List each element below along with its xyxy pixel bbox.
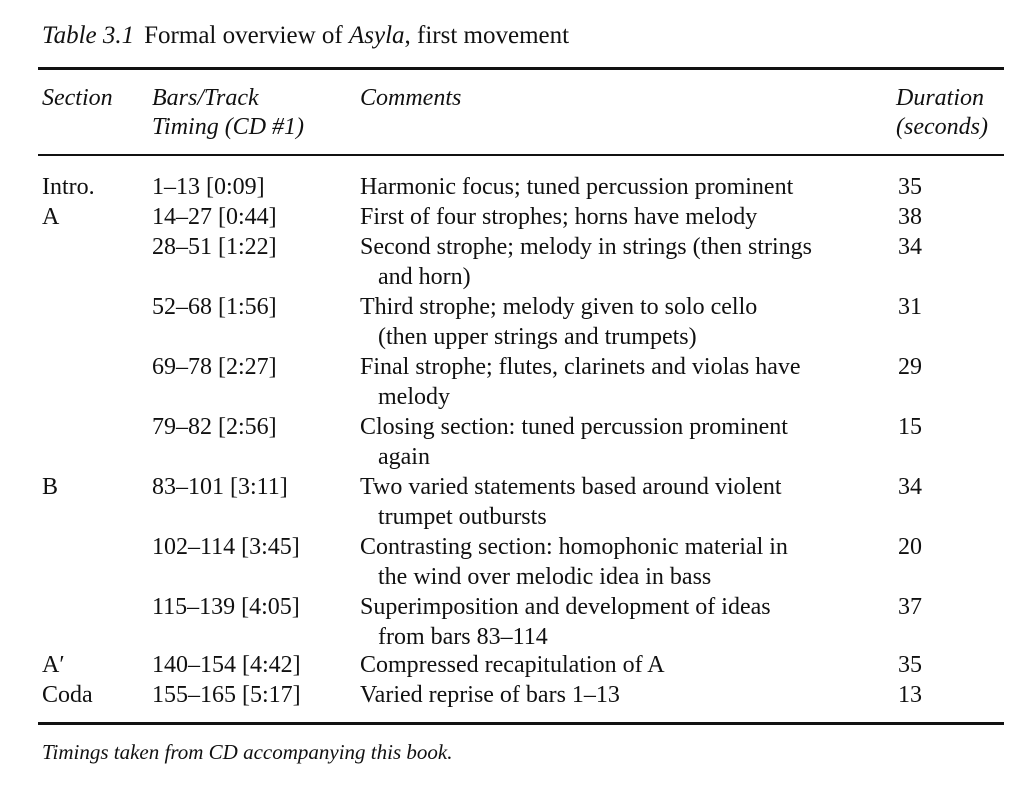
comment-line-2: (then upper strings and trumpets) <box>378 324 697 350</box>
caption-text-prefix: Formal overview of <box>144 22 349 49</box>
cell-comments <box>360 532 788 592</box>
comment-line-1: Closing section: tuned percussion prominent <box>360 414 788 440</box>
cell-duration: 13 <box>898 682 922 708</box>
cell-duration: 35 <box>898 174 922 200</box>
comment-line-1: First of four strophes; horns have melody <box>360 204 758 230</box>
cell-comments <box>360 292 757 352</box>
cell-bars-timing: 28–51 [1:22] <box>152 234 277 260</box>
cell-section: A′ <box>42 652 65 678</box>
cell-comments <box>360 232 812 292</box>
top-rule <box>38 67 1004 70</box>
cell-section: Intro. <box>42 174 95 200</box>
cell-comments <box>360 172 793 202</box>
cell-bars-timing: 79–82 [2:56] <box>152 414 277 440</box>
comment-line-2: trumpet outbursts <box>378 504 547 530</box>
header-bars <box>152 84 304 142</box>
comment-line-1: Final strophe; flutes, clarinets and violas have <box>360 354 801 380</box>
cell-duration: 37 <box>898 594 922 620</box>
cell-bars-timing: 14–27 [0:44] <box>152 204 277 230</box>
cell-section: A <box>42 204 60 230</box>
caption-work-title: Asyla <box>348 22 405 49</box>
cell-duration: 35 <box>898 652 922 678</box>
cell-duration: 38 <box>898 204 922 230</box>
cell-comments <box>360 592 771 652</box>
cell-bars-timing: 155–165 [5:17] <box>152 682 301 708</box>
cell-section: Coda <box>42 682 93 708</box>
comment-line-2: the wind over melodic idea in bass <box>378 564 712 590</box>
header-rule <box>38 154 1004 156</box>
cell-comments <box>360 412 788 472</box>
table-caption <box>42 22 569 50</box>
comment-line-2: melody <box>378 384 450 410</box>
cell-duration: 31 <box>898 294 922 320</box>
comment-line-1: Varied reprise of bars 1–13 <box>360 682 620 708</box>
cell-bars-timing: 140–154 [4:42] <box>152 652 301 678</box>
header-comments <box>360 84 461 113</box>
comment-line-1: Third strophe; melody given to solo cello <box>360 294 758 320</box>
comment-line-2: again <box>378 444 430 470</box>
header-duration-line1: Duration <box>896 85 985 111</box>
header-comments-label: Comments <box>360 85 462 111</box>
cell-comments <box>360 352 801 412</box>
cell-comments <box>360 680 620 710</box>
cell-duration: 34 <box>898 474 922 500</box>
comment-line-1: Second strophe; melody in strings (then strings <box>360 234 812 260</box>
cell-comments <box>360 650 665 680</box>
caption-text-suffix: , first movement <box>404 22 570 49</box>
cell-bars-timing: 102–114 [3:45] <box>152 534 300 560</box>
table-footnote: Timings taken from CD accompanying this book. <box>42 740 453 764</box>
header-bars-line1: Bars/Track <box>152 85 259 111</box>
comment-line-2: from bars 83–114 <box>378 624 548 650</box>
cell-bars-timing: 83–101 [3:11] <box>152 474 288 500</box>
cell-bars-timing: 69–78 [2:27] <box>152 354 277 380</box>
cell-bars-timing: 1–13 [0:09] <box>152 174 265 200</box>
comment-line-2: and horn) <box>378 264 471 290</box>
cell-duration: 34 <box>898 234 922 260</box>
comment-line-1: Compressed recapitulation of A <box>360 652 665 678</box>
comment-line-1: Superimposition and development of ideas <box>360 594 771 620</box>
bottom-rule <box>38 722 1004 725</box>
header-section <box>42 84 113 113</box>
header-section-label: Section <box>42 85 113 111</box>
header-bars-line2: Timing (CD #1) <box>152 114 305 140</box>
comment-line-1: Harmonic focus; tuned percussion prominent <box>360 174 794 200</box>
cell-duration: 15 <box>898 414 922 440</box>
cell-comments <box>360 472 782 532</box>
header-duration-line2: (seconds) <box>896 114 988 140</box>
cell-bars-timing: 52–68 [1:56] <box>152 294 277 320</box>
cell-section: B <box>42 474 59 500</box>
cell-duration: 20 <box>898 534 922 560</box>
header-duration <box>896 84 988 142</box>
comment-line-1: Contrasting section: homophonic material in <box>360 534 788 560</box>
cell-comments <box>360 202 757 232</box>
cell-duration: 29 <box>898 354 922 380</box>
cell-bars-timing: 115–139 [4:05] <box>152 594 300 620</box>
comment-line-1: Two varied statements based around violent <box>360 474 782 500</box>
table-number: Table 3.1 <box>42 22 135 49</box>
